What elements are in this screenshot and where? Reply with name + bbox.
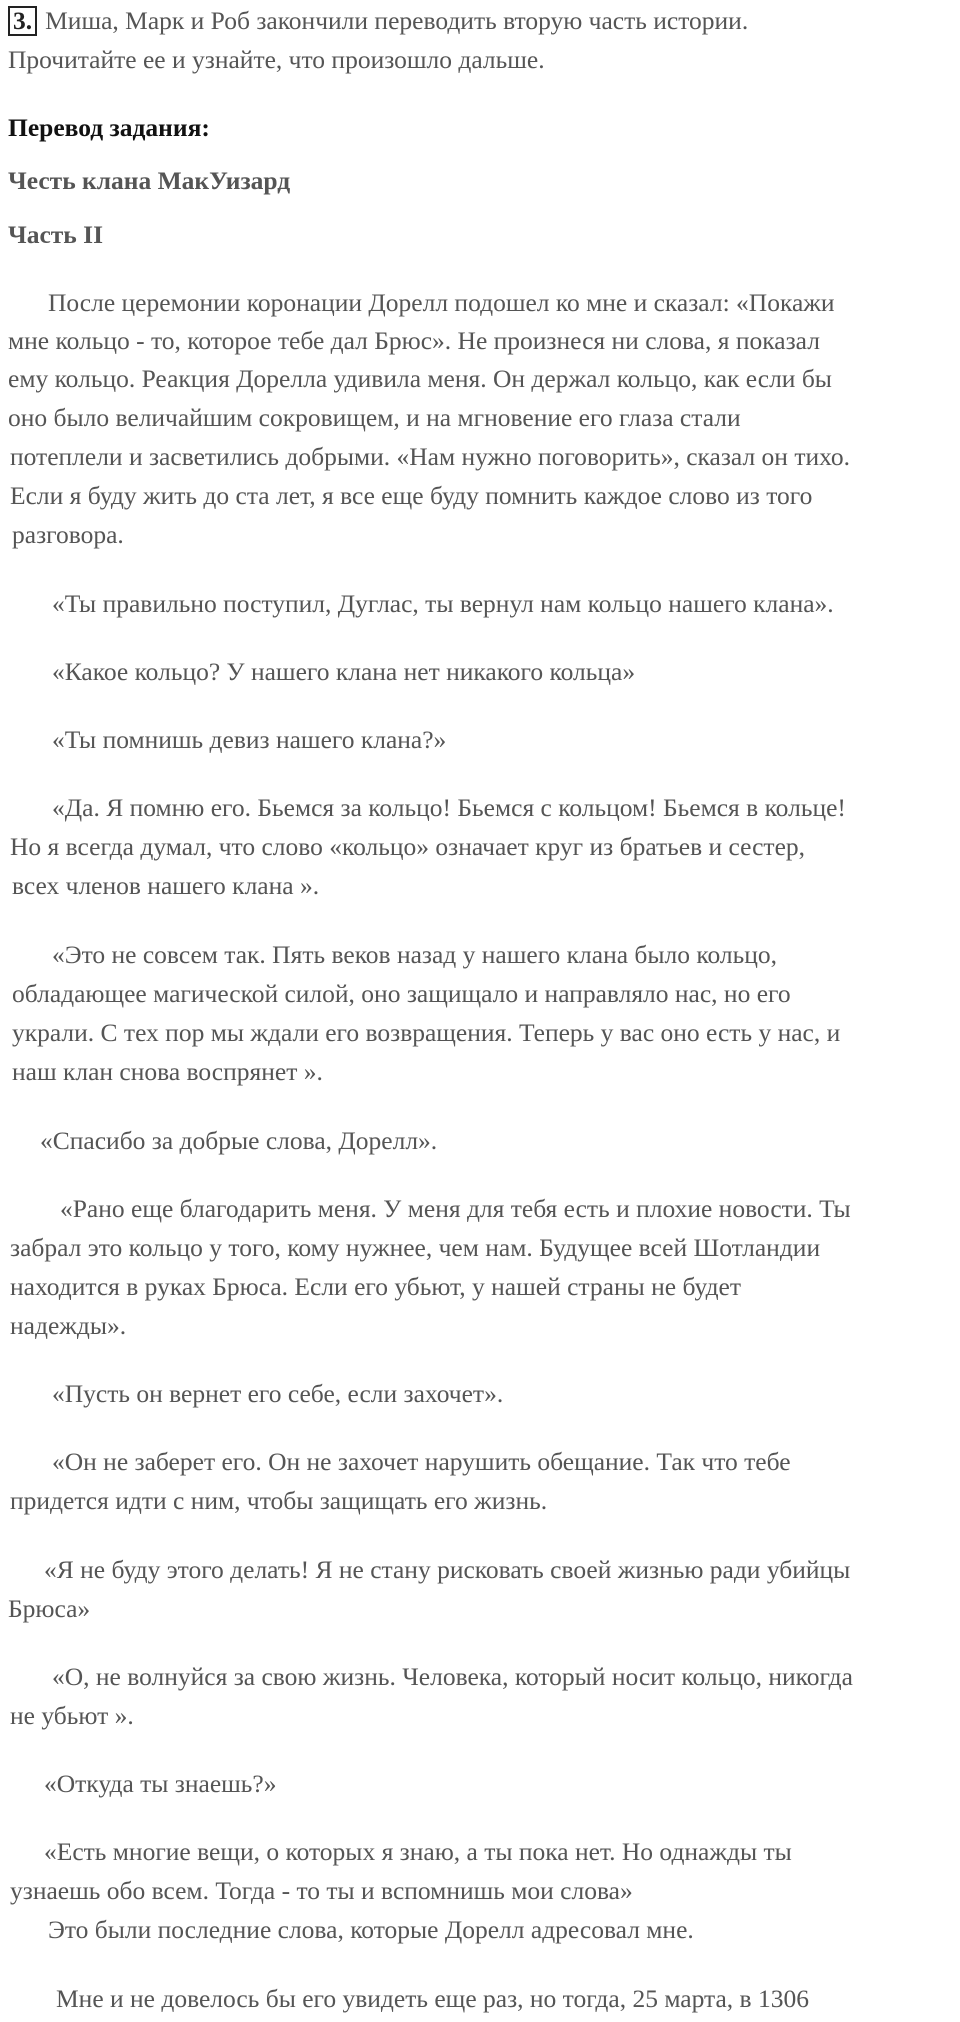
text-line: «Это не совсем так. Пять веков назад у нашего клана было кольцо, <box>52 940 778 969</box>
text-line: «Он не заберет его. Он не захочет нарушить обещание. Так что тебе <box>52 1447 791 1476</box>
text-line: «Да. Я помню его. Бьемся за кольцо! Бьемся с кольцом! Бьемся в кольце! <box>52 793 846 822</box>
text-line: узнаешь обо всем. Тогда - то ты и вспомнишь мои слова» <box>10 1876 633 1905</box>
task-text-1: Миша, Марк и Роб закончили переводить вторую часть истории. <box>45 6 749 35</box>
text-line: обладающее магической силой, оно защищало и направляло нас, но его <box>12 979 791 1008</box>
text-line: наш клан снова воспрянет ». <box>12 1057 323 1086</box>
task-line-2: Прочитайте ее и узнайте, что произошло дальше. <box>8 45 545 74</box>
text-line: забрал это кольцо у того, кому нужнее, чем нам. Будущее всей Шотландии <box>10 1233 821 1262</box>
text-line: разговора. <box>12 520 124 549</box>
text-line: «Какое кольцо? У нашего клана нет никакого кольца» <box>52 657 636 686</box>
text-line: «Ты помнишь девиз нашего клана?» <box>52 725 447 754</box>
text-line: Но я всегда думал, что слово «кольцо» означает круг из братьев и сестер, <box>10 832 806 861</box>
text-line: всех членов нашего клана ». <box>12 871 320 900</box>
text-line: «Спасибо за добрые слова, Дорелл». <box>40 1126 438 1155</box>
text-line: «Я не буду этого делать! Я не стану рисковать своей жизнью ради убийцы <box>44 1555 851 1584</box>
text-line: Это были последние слова, которые Дорелл адресовал мне. <box>48 1915 694 1944</box>
task-line-1 <box>8 4 748 38</box>
text-line: не убьют ». <box>10 1701 134 1730</box>
text-line: оно было величайшим сокровищем, и на мгновение его глаза стали <box>8 403 741 432</box>
text-line: надежды». <box>10 1311 127 1340</box>
text-line: Мне и не довелось бы его увидеть еще раз, но тогда, 25 марта, в 1306 <box>56 1984 809 2013</box>
text-line: «О, не волнуйся за свою жизнь. Человека, который носит кольцо, никогда <box>52 1662 853 1691</box>
text-line: «Рано еще благодарить меня. У меня для тебя есть и плохие новости. Ты <box>60 1194 851 1223</box>
story-title: Честь клана МакУизард <box>8 166 291 195</box>
text-line: потеплели и засветились добрыми. «Нам нужно поговорить», сказал он тихо. <box>10 442 851 471</box>
text-line: находится в руках Брюса. Если его убьют, у нашей страны не будет <box>10 1272 742 1301</box>
text-line: «Ты правильно поступил, Дуглас, ты вернул нам кольцо нашего клана». <box>52 589 834 618</box>
translation-heading: Перевод задания: <box>8 113 210 142</box>
text-line: «Есть многие вещи, о которых я знаю, а ты пока нет. Но однажды ты <box>44 1837 792 1866</box>
text-line: мне кольцо - то, которое тебе дал Брюс». Не произнеся ни слова, я показал <box>8 326 820 355</box>
task-number-box: 3. <box>8 6 37 36</box>
text-line: придется идти с ним, чтобы защищать его жизнь. <box>10 1486 548 1515</box>
text-line: После церемонии коронации Дорелл подошел ко мне и сказал: «Покажи <box>48 288 835 317</box>
story-part: Часть II <box>8 220 104 249</box>
text-line: Брюса» <box>8 1594 91 1623</box>
text-line: Если я буду жить до ста лет, я все еще буду помнить каждое слово из того <box>10 481 813 510</box>
text-line: украли. С тех пор мы ждали его возвращения. Теперь у вас оно есть у нас, и <box>12 1018 841 1047</box>
text-line: «Откуда ты знаешь?» <box>44 1769 277 1798</box>
text-line: «Пусть он вернет его себе, если захочет». <box>52 1379 504 1408</box>
text-line: ему кольцо. Реакция Дорелла удивила меня. Он держал кольцо, как если бы <box>8 364 832 393</box>
